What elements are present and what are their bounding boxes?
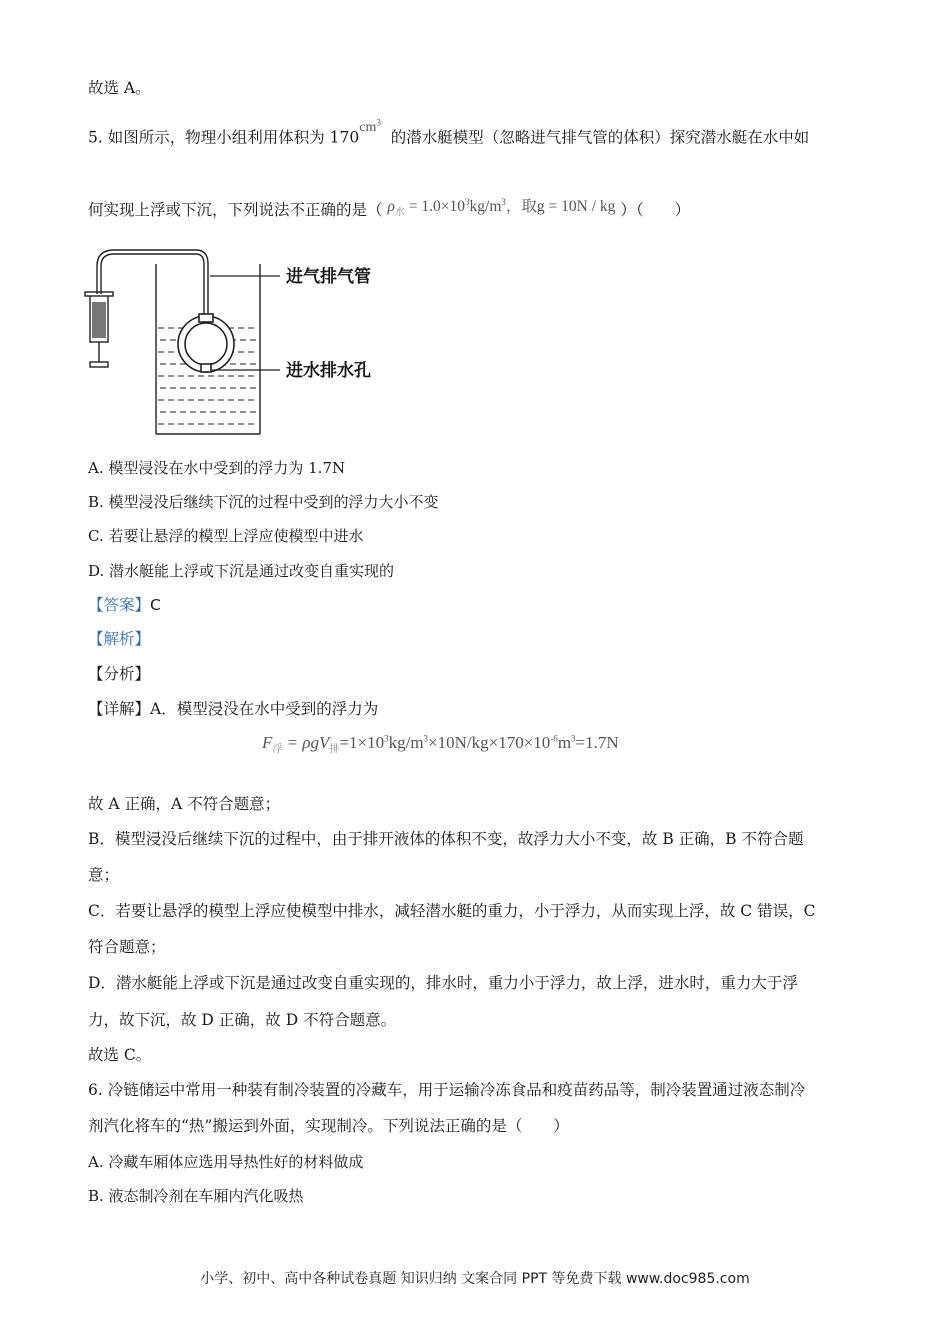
- submarine-model: [178, 314, 234, 372]
- q6-option-b: B. 液态制冷剂在车厢内汽化吸热: [88, 1187, 304, 1205]
- xiangjie-text: A．模型浸没在水中受到的浮力为: [150, 700, 379, 718]
- submarine-figure: [80, 236, 400, 436]
- q5-text-c: 何实现上浮或下沉，下列说法不正确的是（: [88, 201, 383, 220]
- option-d: D. 潜水艇能上浮或下沉是通过改变自重实现的: [88, 562, 395, 580]
- explain-d1: D．潜水艇能上浮或下沉是通过改变自重实现的，排水时，重力小于浮力，故上浮，进水时，重力大于浮: [88, 974, 798, 992]
- jiexi-heading: 【解析】: [88, 630, 151, 648]
- q5-end: ）（ ）: [620, 201, 691, 220]
- explain-b2: 意；: [88, 866, 120, 884]
- syringe: [85, 286, 113, 367]
- q5-density: $\rho_水 = 1.0\times 10^3kg/m^3$，取g = 10N / kg: [387, 197, 616, 219]
- air-tube: [97, 250, 208, 318]
- question-6-line2: 剂汽化将车的“热”搬运到外面，实现制冷。下列说法正确的是（ ）: [88, 1117, 569, 1135]
- final-answer: 故选 C。: [88, 1046, 152, 1064]
- option-a: A. 模型浸没在水中受到的浮力为 1.7N: [88, 459, 346, 477]
- label-hole: 进水排水孔: [286, 361, 371, 381]
- label-tube: 进气排气管: [286, 267, 371, 287]
- q5-unit: $cm^3$: [359, 117, 381, 135]
- explain-c2: 符合题意；: [88, 938, 166, 956]
- question-6-line1: 6. 冷链储运中常用一种装有制冷装置的冷藏车，用于运输冷冻食品和疫苗药品等，制冷装置通过液态制冷: [88, 1081, 806, 1099]
- explain-b1: B．模型浸没后继续下沉的过程中，由于排开液体的体积不变，故浮力大小不变，故 B 正确，B 不符合题: [88, 830, 804, 848]
- q5-text-b: 的潜水艇模型（忽略进气排气管的体积）探究潜水艇在水中如: [390, 128, 810, 147]
- question-5-line1: [88, 117, 810, 150]
- xiangjie-tag: 【详解】: [88, 700, 151, 718]
- explain-d2: 力，故下沉，故 D 正确，故 D 不符合题意。: [88, 1011, 397, 1029]
- answer-line: [88, 595, 161, 615]
- page-footer: 小学、初中、高中各种试卷真题 知识归纳 文案合同 PPT 等免费下载 www.doc985.com: [200, 1271, 750, 1287]
- option-c: C. 若要让悬浮的模型上浮应使模型中进水: [88, 527, 364, 545]
- explain-c1: C．若要让悬浮的模型上浮应使模型中排水，减轻潜水艇的重力，小于浮力，从而实现上浮，故 C 错误，C: [88, 902, 816, 920]
- answer-value: C: [150, 596, 161, 614]
- option-b: B. 模型浸没后继续下沉的过程中受到的浮力大小不变: [88, 493, 439, 511]
- buoyancy-formula: $F_浮 = \rho gV_排=1\times 10^3kg/m^3\times 10N/kg\times 170\times 10^{-6}m^3=1.7N$: [262, 733, 619, 755]
- q6-option-a: A. 冷藏车厢体应选用导热性好的材料做成: [88, 1153, 364, 1171]
- xiangjie-line: [88, 699, 378, 719]
- answer-tag: 【答案】: [88, 596, 151, 614]
- question-5-line2: [88, 196, 690, 227]
- line-gxa: 故选 A。: [88, 79, 151, 97]
- explain-a: 故 A 正确，A 不符合题意；: [88, 795, 281, 813]
- fenxi-heading: 【分析】: [88, 665, 151, 683]
- q5-text-a: 5. 如图所示，物理小组利用体积为 170: [88, 128, 360, 147]
